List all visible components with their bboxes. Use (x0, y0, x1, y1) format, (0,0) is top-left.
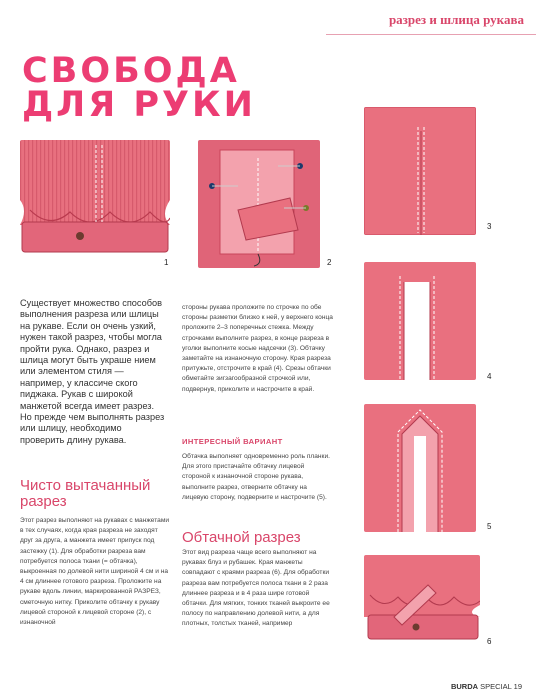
figure-1-number: 1 (164, 258, 169, 267)
variant-heading: ИНТЕРЕСНЫЙ ВАРИАНТ (182, 437, 283, 446)
figure-5-number: 5 (487, 522, 492, 531)
footer-brand: BURDA (450, 682, 479, 691)
variant-text: Обтачка выполняет одновременно роль планки. Для этого пристачайте обтачку лицевой стороной к изнаночной стороне рукава, выполните разрез, отверните обтачку на лицевую сторону, подверните и настрочите (5). (182, 453, 330, 501)
section-2-text: Этот вид разреза чаще всего выполняют на рукавах блуз и рубашек. Края манжеты совпадают с краями разреза (6). Для обработки разреза вам потребуется полоса ткани в 2 раза длиннее разреза и в 4 раза шире готовой обтачки. Для мягких, тонких тканей выкроите ее полосу по направлению долевой нити, а для плотных, толстых тканей, например (182, 549, 330, 628)
figure-3-slit-stitches (364, 107, 476, 235)
figure-3-number: 3 (487, 222, 492, 231)
title-line-1: СВОБОДА (22, 51, 240, 91)
figure-4-number: 4 (487, 372, 492, 381)
figure-2-pinned-facing (198, 140, 320, 268)
footer-edition: SPECIAL (480, 682, 512, 691)
middle-column-text: стороны рукава проложите по строчке по обе стороны разметки близко к ней, у верхнего конца проложите 2–3 поперечных стежка. Между строчками выполните разрез, в конце разреза в уголки выполните косые надсечки (3). Обтачку заметайте на изнаночную сторону. Края разреза притужьте, отстрочите в край (4). Срезы обтачки обметайте зигзагообразной строчкой или, подвернув, приколите и настрочите в край. (182, 304, 333, 393)
figure-4-open-slit (364, 262, 476, 380)
section-1-heading: Чисто вытачанный разрез (20, 477, 151, 510)
page-number: 19 (513, 682, 522, 691)
article-title (22, 51, 256, 125)
intro-paragraph: Существует множество способов выполнения разреза или шлицы на рукаве. Если он очень узкий, нужен такой разрез, чтобы могла пройти рука. Однако, разрез и шлица могут быть украше нием или элементом стиля — например, у классиче ского пиджака. Рукав с широкой манжетой всегда имеет разрез. Но прежде чем выполнять разрез или шлицу, необходимо проверить длину рукава. (20, 298, 165, 445)
page-footer (451, 682, 522, 691)
figure-6-number: 6 (487, 637, 492, 646)
header-divider (326, 34, 536, 35)
figure-1-sleeve-cuff (20, 140, 170, 258)
section-1-text: Этот разрез выполняют на рукавах с манжетами в тех случаях, когда края разреза не заходят друг за друга, а манжета имеет припуск под застежку (1). Для обработки разреза вам потребуется полоса ткани (= обтачка), выкроенная по долевой нити шириной 4 см и на 4 см длиннее готового разреза. Проложите на рукаве вдоль линии, маркированной РАЗРЕЗ, сметочную нитку. Приколите обтачку к рукаву лицевой стороной к лицевой стороне (2), с изнаночной (20, 517, 170, 627)
section-2-heading: Обтачной разрез (182, 529, 301, 546)
section-header: разрез и шлица рукава (388, 12, 524, 27)
figure-6-faced-slit-cuff (364, 555, 480, 641)
figure-5-facing-placket (364, 404, 476, 532)
title-line-2: ДЛЯ РУКИ (22, 85, 256, 125)
figure-2-number: 2 (327, 258, 332, 267)
